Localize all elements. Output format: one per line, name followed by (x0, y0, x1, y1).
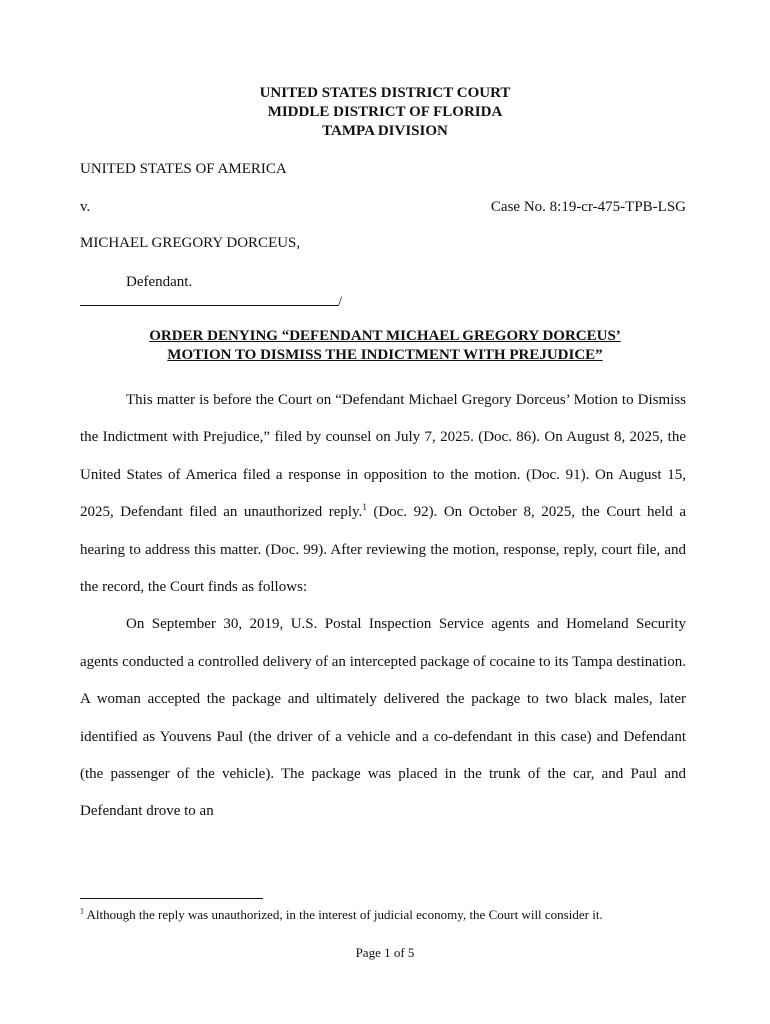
court-district: MIDDLE DISTRICT OF FLORIDA (267, 104, 503, 120)
case-number: Case No. 8:19-cr-475-TPB-LSG (490, 199, 686, 215)
caption-slash: / (338, 294, 343, 310)
order-title (0, 327, 770, 365)
caption-closing-line (80, 291, 342, 312)
defendant-name: MICHAEL GREGORY DORCEUS, (80, 235, 301, 251)
footnote (80, 906, 686, 923)
footnote-divider (80, 898, 263, 899)
paragraph-1-text-a: This matter is before the Court on “Defendant Michael Gregory Dorceus’ Motion to Dismiss the Indictment with Prejudice,” filed by counsel on July 7, 2025. (Doc. 86). On August 8, 2025, the United States of America filed a response in opposition to the motion. (Doc. 91). On August 15, 2025, Defendant filed an unauthorized reply. (80, 392, 686, 521)
paragraph-1-text-b: (Doc. 92). On October 8, 2025, the Court held a hearing to address this matter. (Doc. 99). After reviewing the motion, response, reply, court file, and the record, the Court finds as follows: (80, 504, 686, 596)
court-name: UNITED STATES DISTRICT COURT (259, 85, 511, 101)
plaintiff-name: UNITED STATES OF AMERICA (80, 161, 287, 177)
body-paragraph-2: On September 30, 2019, U.S. Postal Inspection Service agents and Homeland Security agents conducted a controlled delivery of an intercepted package of cocaine to its Tampa destination. A woman accepted the package and ultimately delivered the package to two black males, later identified as Youvens Paul (the driver of a vehicle and a co-defendant in this case) and Defendant (the passenger of the vehicle). The package was placed in the trunk of the car, and Paul and Defendant drove to an (80, 616, 686, 820)
page-number: Page 1 of 5 (355, 945, 415, 960)
caption-rule (80, 291, 338, 306)
versus-label: v. (80, 199, 91, 215)
order-title-line-1: ORDER DENYING “DEFENDANT MICHAEL GREGORY DORCEUS’ (149, 328, 621, 344)
court-header (0, 84, 770, 141)
footnote-marker: 1 (80, 906, 84, 916)
order-body (80, 382, 686, 831)
court-division: TAMPA DIVISION (322, 123, 448, 139)
defendant-label: Defendant. (126, 274, 193, 290)
footnote-text: Although the reply was unauthorized, in the interest of judicial economy, the Court will consider it. (84, 907, 603, 922)
footnote-reference[interactable]: 1 (362, 502, 367, 513)
body-paragraph-1 (80, 382, 686, 606)
order-title-line-2: MOTION TO DISMISS THE INDICTMENT WITH PREJUDICE” (167, 347, 603, 363)
